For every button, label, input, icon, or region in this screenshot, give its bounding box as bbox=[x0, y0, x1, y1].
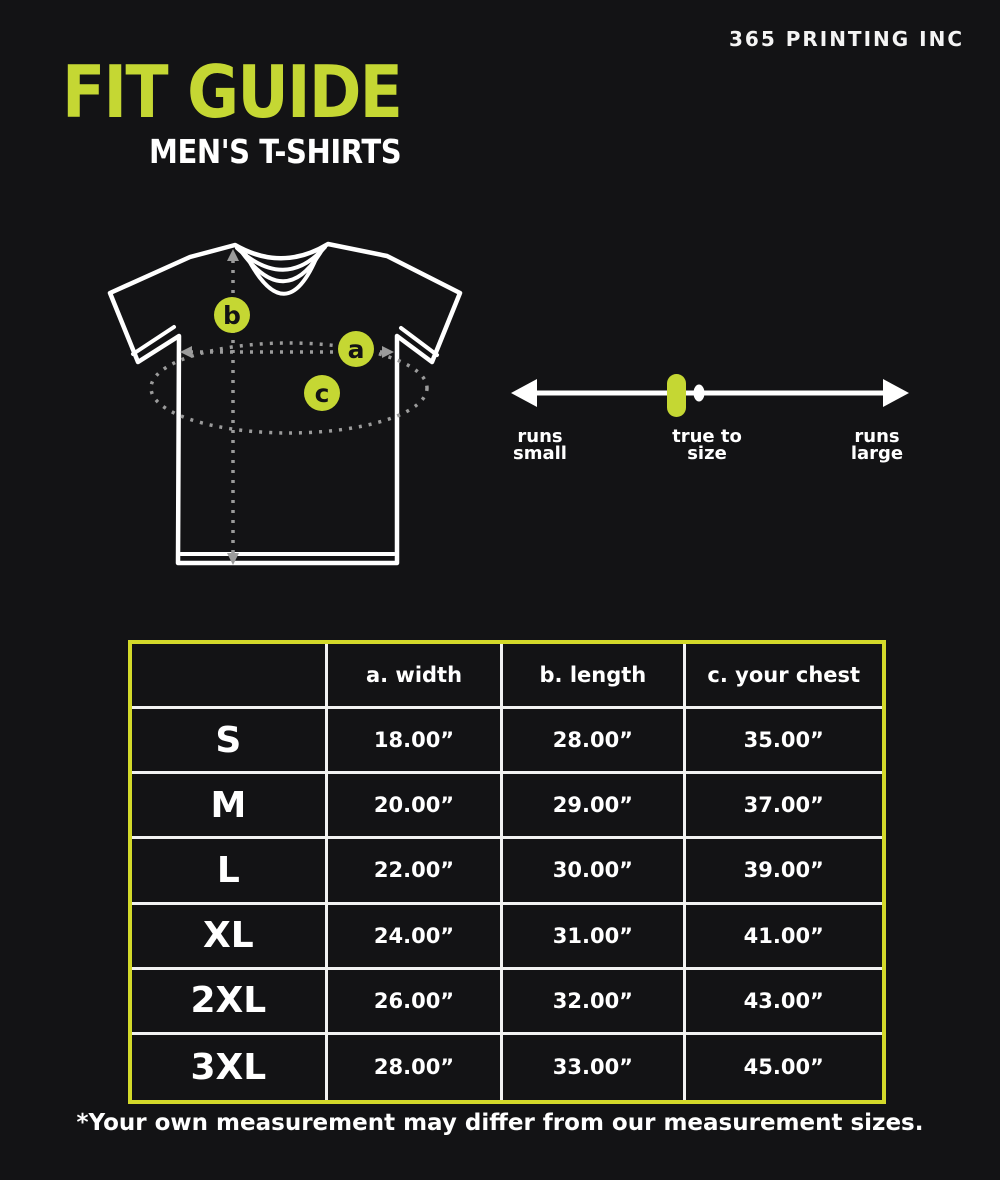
guide-arrowheads bbox=[180, 249, 394, 565]
table-header-empty bbox=[132, 644, 328, 709]
brand-name: 365 PRINTING INC bbox=[728, 27, 964, 51]
table-cell: 33.00” bbox=[503, 1035, 685, 1100]
page-subtitle: MEN'S T-SHIRTS bbox=[148, 132, 402, 171]
marker-b-label: b bbox=[223, 301, 241, 330]
arrowhead-left bbox=[511, 379, 537, 407]
table-cell: 41.00” bbox=[686, 905, 883, 970]
table-cell: 43.00” bbox=[686, 970, 883, 1035]
table-cell: 45.00” bbox=[743, 1055, 824, 1080]
page-title: FIT GUIDE bbox=[62, 50, 402, 134]
table-size-m: M bbox=[132, 774, 328, 839]
scale-label-runs-large: runs large bbox=[850, 426, 904, 465]
tshirt-outline bbox=[110, 244, 460, 563]
marker-c-label: c bbox=[314, 379, 330, 408]
table-cell: 28.00” bbox=[328, 1035, 504, 1100]
table-size-xl: XL bbox=[132, 905, 328, 970]
marker-circles bbox=[214, 297, 374, 411]
scale-label-runs-small: runs small bbox=[513, 426, 567, 465]
table-cell: 37.00” bbox=[686, 774, 883, 839]
table-cell: 18.00” bbox=[328, 709, 504, 774]
table-size-2xl: 2XL bbox=[132, 970, 328, 1035]
table-cell: 39.00” bbox=[686, 839, 883, 904]
fit-scale bbox=[505, 370, 915, 480]
table-header-width: a. width bbox=[328, 644, 504, 709]
table-cell: 22.00” bbox=[328, 839, 504, 904]
scale-label-true-to-size: true to size bbox=[672, 426, 742, 465]
table-cell: 35.00” bbox=[686, 709, 883, 774]
chest-guide-ellipse bbox=[151, 343, 427, 433]
table-cell: 26.00” bbox=[328, 970, 504, 1035]
table-cell: 29.00” bbox=[503, 774, 685, 839]
table-cell: 31.00” bbox=[503, 905, 685, 970]
table-cell: 24.00” bbox=[328, 905, 504, 970]
table-cell: 28.00” bbox=[503, 709, 685, 774]
table-header-chest: c. your chest bbox=[686, 644, 883, 709]
table-cell: 30.00” bbox=[503, 839, 685, 904]
title-block bbox=[62, 50, 402, 171]
table-size-l: L bbox=[132, 839, 328, 904]
fit-scale-graphic bbox=[505, 370, 915, 420]
scale-marker bbox=[667, 374, 686, 417]
arrowhead-right bbox=[883, 379, 909, 407]
table-size-3xl: 3XL bbox=[132, 1035, 328, 1100]
scale-arrow bbox=[511, 379, 909, 407]
measurement-guides bbox=[151, 260, 427, 555]
table-header-length: b. length bbox=[503, 644, 685, 709]
table-size-s: S bbox=[132, 709, 328, 774]
scale-dot bbox=[694, 385, 705, 402]
marker-a-label: a bbox=[347, 335, 365, 364]
footnote: *Your own measurement may differ from our measurement sizes. bbox=[76, 1110, 924, 1136]
table-cell: 32.00” bbox=[503, 970, 685, 1035]
size-table bbox=[128, 640, 886, 1104]
table-cell: 20.00” bbox=[328, 774, 504, 839]
tshirt-diagram bbox=[95, 230, 475, 585]
